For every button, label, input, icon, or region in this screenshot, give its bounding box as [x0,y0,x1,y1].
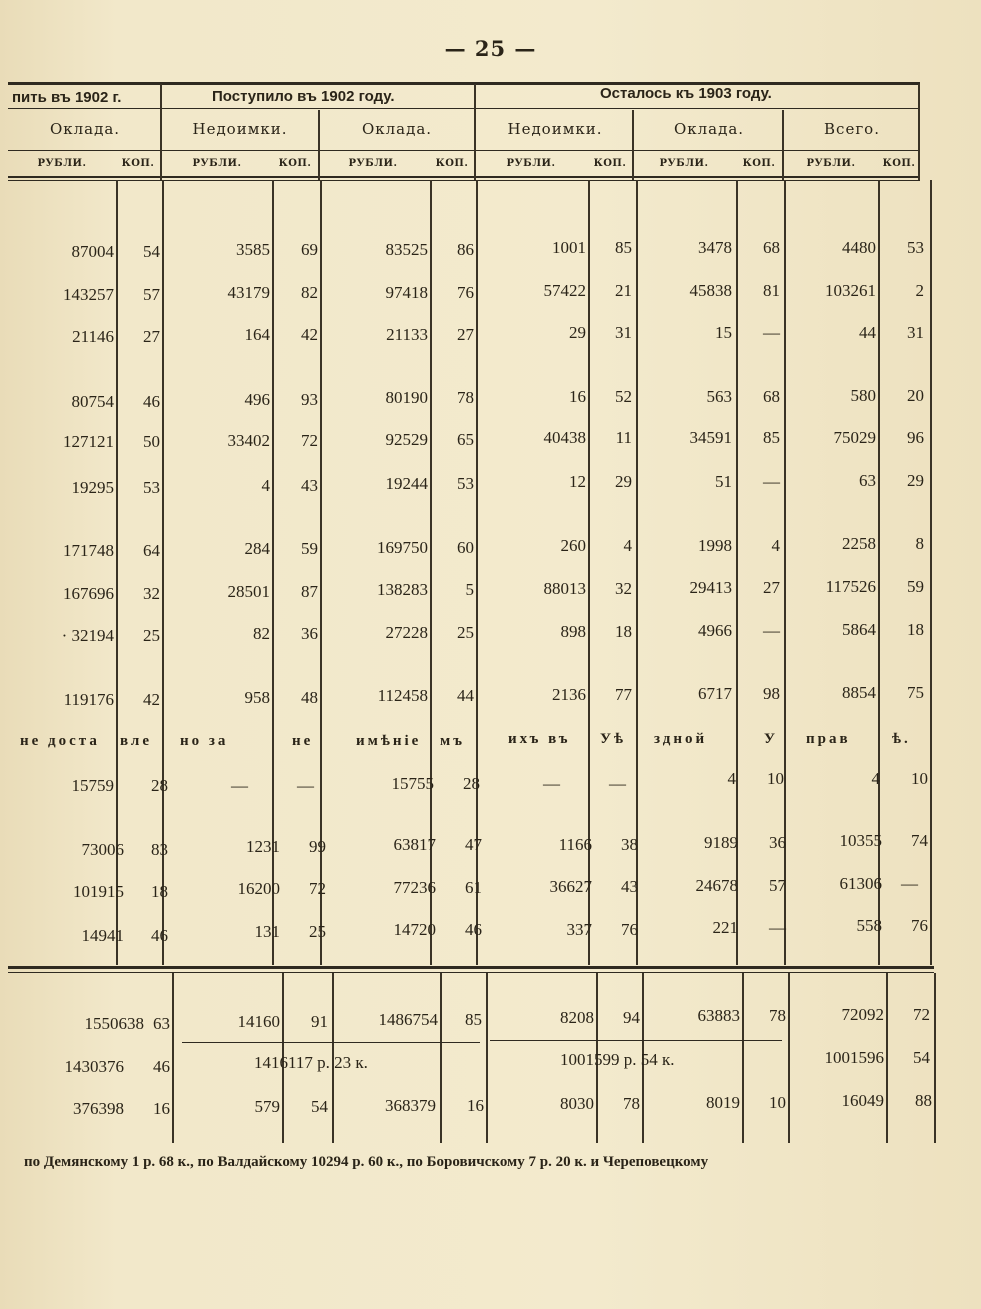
cell: 52 [615,387,632,406]
cell: 24678 [695,876,738,895]
cell: 68 [763,387,780,406]
cell: 18 [615,622,632,641]
cell: 169750 [377,538,428,557]
cell: 112458 [377,686,428,705]
note-fragment: имѣніе [356,733,422,749]
cell: 78 [457,388,474,407]
cell: 4 [727,769,736,788]
cell: 82 [301,283,318,302]
note-fragment: прав [806,731,851,747]
cell: 18 [907,620,924,639]
cell: 59 [907,577,924,596]
cell: 85 [615,238,632,257]
cell: 2258 [842,534,876,553]
cell: 29413 [689,578,732,597]
cell: 50 [143,432,160,451]
cell: 36 [769,833,786,852]
cell: 69 [301,240,318,259]
cell: 28 [463,774,480,793]
cell: 10 [911,769,928,788]
total-cell: 8208 [560,1008,594,1027]
col-divider [172,973,174,1143]
cell: 86 [457,240,474,259]
cell: 77 [615,685,632,704]
cell: 21146 [72,327,114,346]
cell: 28 [151,776,168,795]
cell: 164 [244,325,270,344]
cell: 27228 [385,623,428,642]
cell: 19295 [71,478,114,497]
header-sub-4: Недоимки. [507,120,603,138]
note-fragment: не доста [20,733,100,749]
totals-rule [8,966,934,969]
cell: 40438 [543,428,586,447]
header-sub-6: Всего. [824,120,880,138]
totals-merge-rule [182,1042,480,1043]
cell: 57 [769,876,786,895]
header-sub-5: Оклада. [673,120,745,138]
cell: 83 [151,840,168,859]
cell: 76 [457,283,474,302]
cell: 580 [850,386,876,405]
cell: 72 [301,431,318,450]
cell: 34591 [689,428,732,447]
cell: 20 [907,386,924,405]
note-fragment: не [292,733,314,749]
unit-rub-1: РУБЛИ. [37,158,87,169]
unit-kop-1: КОП. [121,158,155,169]
note-fragment: ихъ въ [508,731,571,747]
col-divider [742,973,744,1143]
total-cell: 85 [465,1010,482,1029]
cell: 29 [907,471,924,490]
note-fragment: У [764,731,779,747]
cell: 117526 [825,577,876,596]
unit-kop-5: КОП. [742,158,776,169]
cell: 61306 [839,874,882,893]
cell: 57 [143,285,160,304]
cell: 47 [465,835,482,854]
cell: 98 [763,684,780,703]
cell: — [231,776,248,795]
total-cell: 54 [913,1048,930,1067]
cell: 14720 [393,920,436,939]
cell: 25 [457,623,474,642]
cell: 27 [143,327,160,346]
cell: 60 [457,538,474,557]
cell: 31 [907,323,924,342]
cell: 337 [566,920,592,939]
cell: 64 [143,541,160,560]
cell: 99 [309,837,326,856]
cell: 53 [143,478,160,497]
cell: 80754 [71,392,114,411]
cell: 12 [569,472,586,491]
cell: 76 [621,920,638,939]
header-group-received: Поступило въ 1902 году. [212,88,395,105]
cell: — [769,918,786,937]
total-cell: 16 [153,1099,170,1118]
cell: 42 [143,690,160,709]
cell: 46 [151,926,168,945]
total-cell: 72092 [841,1005,884,1024]
cell: 63817 [393,835,436,854]
cell: 31 [615,323,632,342]
cell: 59 [301,539,318,558]
cell: — [297,776,314,795]
cell: 43 [301,476,318,495]
cell: 32 [143,584,160,603]
total-cell: 1430376 [64,1057,124,1076]
unit-kop-3: КОП. [435,158,469,169]
note-fragment: Уѣ [600,731,627,747]
header-rule-1 [8,108,920,109]
cell: — [763,323,780,342]
col-divider [886,973,888,1143]
cell: 25 [143,626,160,645]
cell: 898 [560,622,586,641]
cell: 29 [615,472,632,491]
cell: 221 [712,918,738,937]
cell: 11 [615,428,632,447]
cell: 3478 [698,238,732,257]
cell: 93 [301,390,318,409]
cell: 1166 [558,835,592,854]
cell: 75 [907,683,924,702]
total-remaining-merged: 1001599 р. 54 к. [560,1050,675,1069]
hdr-divider [318,110,320,180]
cell: 44 [457,686,474,705]
cell: 15755 [391,774,434,793]
cell: 15759 [71,776,114,795]
cell: 63 [859,471,876,490]
cell: 65 [457,430,474,449]
col-divider [486,973,488,1143]
total-cell: 368379 [385,1096,436,1115]
cell: 73006 [81,840,124,859]
cell: 6717 [698,684,732,703]
cell: 558 [856,916,882,935]
cell: 131 [254,922,280,941]
cell: 8 [915,534,924,553]
cell: 68 [763,238,780,257]
cell: 103261 [825,281,876,300]
total-cell: 1550638 [84,1014,144,1033]
cell: 38 [621,835,638,854]
cell: 57422 [543,281,586,300]
cell: 4 [623,536,632,555]
cell: — [763,621,780,640]
header-sub-1: Оклада. [49,120,121,138]
cell: — [901,874,918,893]
cell: 260 [560,536,586,555]
note-fragment: но за [180,733,229,749]
cell: 87004 [71,242,114,261]
cell: 45838 [689,281,732,300]
unit-rub-4: РУБЛИ. [506,158,556,169]
cell: 18 [151,882,168,901]
total-cell: 14160 [237,1012,280,1031]
unit-rub-3: РУБЛИ. [348,158,398,169]
cell: 4 [261,476,270,495]
page-number: — 25 — [444,36,537,61]
cell: 81 [763,281,780,300]
cell: 5 [465,580,474,599]
cell: 72 [309,879,326,898]
cell: 74 [911,831,928,850]
cell: 36627 [549,877,592,896]
col-divider [788,973,790,1143]
total-cell: 91 [311,1012,328,1031]
cell: 54 [143,242,160,261]
hdr-divider [160,84,162,180]
cell: 10355 [839,831,882,850]
cell: 32 [615,579,632,598]
cell: — [543,774,560,793]
unit-kop-2: КОП. [278,158,312,169]
total-cell: 376398 [73,1099,124,1118]
cell: 284 [244,539,270,558]
total-cell: 1001596 [824,1048,884,1067]
col-divider [930,180,932,965]
total-cell: 16049 [841,1091,884,1110]
total-cell: 54 [311,1097,328,1116]
cell: 16200 [237,879,280,898]
cell: 92529 [385,430,428,449]
cell: 36 [301,624,318,643]
cell: 14941 [81,926,124,945]
top-rule [8,82,920,85]
cell: 127121 [63,432,114,451]
hdr-divider [782,110,784,180]
total-cell: 78 [623,1094,640,1113]
cell: 10 [767,769,784,788]
totals-merge-rule [490,1040,782,1041]
hdr-divider [918,84,920,180]
cell: 167696 [63,584,114,603]
cell: · 32194 [61,626,114,645]
cell: 21 [615,281,632,300]
total-cell: 94 [623,1008,640,1027]
cell: 75029 [833,428,876,447]
cell: 4966 [698,621,732,640]
total-cell: 579 [254,1097,280,1116]
cell: 43179 [227,283,270,302]
cell: 16 [569,387,586,406]
header-group-left: пить въ 1902 г. [12,89,122,106]
hdr-divider [474,84,476,180]
total-cell: 72 [913,1005,930,1024]
cell: 46 [465,920,482,939]
cell: — [763,472,780,491]
cell: 5864 [842,620,876,639]
cell: 28501 [227,582,270,601]
cell: 4480 [842,238,876,257]
cell: 43 [621,877,638,896]
cell: 96 [907,428,924,447]
header-sub-2: Недоимки. [192,120,288,138]
cell: 25 [309,922,326,941]
cell: 119176 [63,690,114,709]
cell: 88013 [543,579,586,598]
cell: 138283 [377,580,428,599]
cell: 44 [859,323,876,342]
note-fragment: вле [120,733,152,749]
total-cell: 1486754 [378,1010,438,1029]
cell: 19244 [385,474,428,493]
cell: 97418 [385,283,428,302]
cell: 4 [871,769,880,788]
cell: 82 [253,624,270,643]
unit-rub-2: РУБЛИ. [192,158,242,169]
cell: 2 [915,281,924,300]
cell: 85 [763,428,780,447]
col-divider [934,973,936,1143]
totals-rule-thin [8,972,934,973]
cell: 101915 [73,882,124,901]
footer-text: по Демянскому 1 р. 68 к., по Валдайскому 10294 р. 60 к., по Боровичскому 7 р. 20 к. и Череповецкому [24,1154,709,1170]
hdr-divider [632,110,634,180]
cell: 33402 [227,431,270,450]
note-fragment: здной [654,731,708,747]
cell: — [609,774,626,793]
cell: 29 [569,323,586,342]
cell: 143257 [63,285,114,304]
total-cell: 63 [153,1014,170,1033]
total-cell: 8030 [560,1094,594,1113]
total-cell: 16 [467,1096,484,1115]
cell: 42 [301,325,318,344]
cell: 563 [706,387,732,406]
cell: 27 [763,578,780,597]
cell: 171748 [63,541,114,560]
unit-kop-6: КОП. [882,158,916,169]
total-cell: 8019 [706,1093,740,1112]
cell: 3585 [236,240,270,259]
unit-rub-5: РУБЛИ. [659,158,709,169]
cell: 87 [301,582,318,601]
cell: 4 [771,536,780,555]
cell: 48 [301,688,318,707]
total-cell: 88 [915,1091,932,1110]
cell: 27 [457,325,474,344]
cell: 15 [715,323,732,342]
cell: 1001 [552,238,586,257]
cell: 77236 [393,878,436,897]
cell: 958 [244,688,270,707]
cell: 53 [457,474,474,493]
cell: 8854 [842,683,876,702]
total-cell: 10 [769,1093,786,1112]
note-fragment: ѣ. [892,731,911,747]
cell: 2136 [552,685,586,704]
header-group-remaining: Осталось къ 1903 году. [600,85,772,102]
total-received-merged: 1416117 р. 23 к. [254,1053,368,1072]
note-fragment: мъ [440,733,465,749]
total-cell: 46 [153,1057,170,1076]
total-cell: 63883 [697,1006,740,1025]
cell: 51 [715,472,732,491]
cell: 1998 [698,536,732,555]
cell: 76 [911,916,928,935]
unit-kop-4: КОП. [593,158,627,169]
cell: 46 [143,392,160,411]
cell: 21133 [386,325,428,344]
cell: 1231 [246,837,280,856]
cell: 9189 [704,833,738,852]
total-cell: 78 [769,1006,786,1025]
unit-rub-6: РУБЛИ. [806,158,856,169]
cell: 61 [465,878,482,897]
header-sub-3: Оклада. [361,120,433,138]
cell: 80190 [385,388,428,407]
cell: 496 [244,390,270,409]
col-divider [440,973,442,1143]
cell: 83525 [385,240,428,259]
cell: 53 [907,238,924,257]
